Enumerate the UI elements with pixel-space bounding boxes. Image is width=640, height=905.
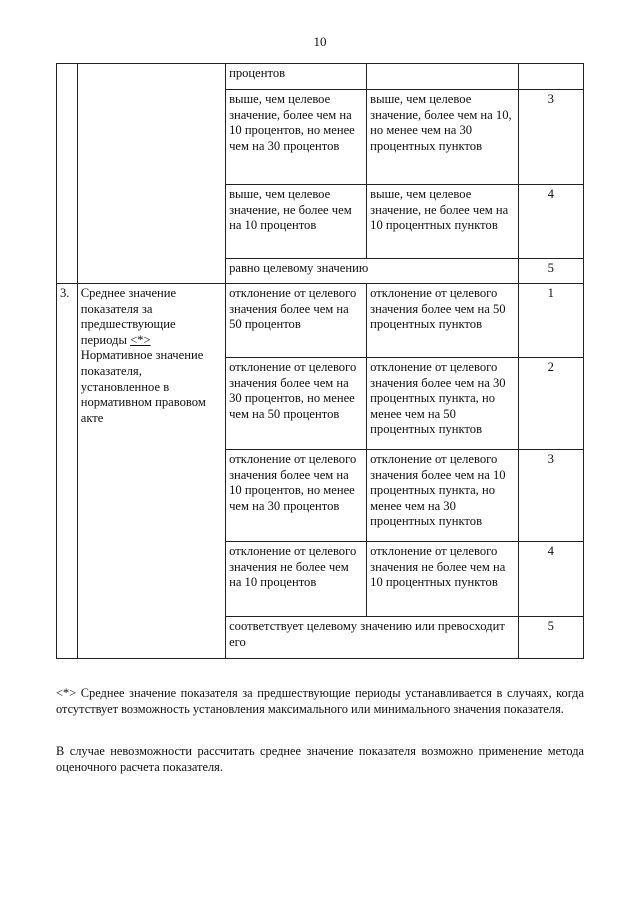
score-cell: 4 xyxy=(518,542,583,617)
criterion-points-cell: выше, чем целевое значение, более чем на 10, но менее чем на 30 процентных пунктов xyxy=(367,90,518,185)
criterion-equal-cell: равно целевому значению xyxy=(226,259,519,284)
footnote-calculation-method: В случае невозможности рассчитать среднее значение показателя возможно применение метода оценочного расчета показателя. xyxy=(56,744,584,774)
criterion-percent-cell: выше, чем целевое значение, не более чем на 10 процентов xyxy=(226,185,367,259)
page-number: 10 xyxy=(313,34,327,49)
indicator-number: 3. xyxy=(57,284,78,659)
indicator-normative-value: Нормативное значение показателя, установленное в нормативном правовом акте xyxy=(80,348,206,425)
indicator-name: Среднее значение показателя за предшествующие периоды xyxy=(80,286,177,347)
criterion-percent-cell: отклонение от целевого значения не более чем на 10 процентов xyxy=(226,542,367,617)
score-cell xyxy=(518,64,583,90)
criterion-points-cell: отклонение от целевого значения не более чем на 10 процентных пунктов xyxy=(367,542,518,617)
score-cell: 5 xyxy=(518,617,583,659)
criterion-points-cell: отклонение от целевого значения более чем на 10 процентных пункта, но менее чем на 30 процентных пунктов xyxy=(367,450,518,542)
indicator-score-table xyxy=(56,63,584,659)
criterion-percent-cell: отклонение от целевого значения более чем на 30 процентов, но менее чем на 50 процентов xyxy=(226,358,367,450)
criterion-percent-cell: отклонение от целевого значения более чем на 50 процентов xyxy=(226,284,367,358)
table-row xyxy=(57,284,584,358)
footnote-ref-link[interactable]: <*> xyxy=(130,332,151,347)
score-cell: 2 xyxy=(518,358,583,450)
indicator-name-cell xyxy=(77,284,225,659)
criterion-percent-cell: процентов xyxy=(226,64,367,90)
criterion-points-cell: выше, чем целевое значение, не более чем на 10 процентных пунктов xyxy=(367,185,518,259)
score-cell: 3 xyxy=(518,90,583,185)
criterion-points-cell: отклонение от целевого значения более чем на 30 процентных пункта, но менее чем на 50 процентных пунктов xyxy=(367,358,518,450)
indicator-name-cell-empty xyxy=(77,64,225,284)
footnote-asterisk: <*> Среднее значение показателя за предшествующие периоды устанавливается в случаях, когда отсутствует возможность установления максимального или минимального значения показателя. xyxy=(56,686,584,716)
criterion-points-cell xyxy=(367,64,518,90)
criterion-final-cell: соответствует целевому значению или превосходит его xyxy=(226,617,519,659)
score-cell: 5 xyxy=(518,259,583,284)
criterion-percent-cell: выше, чем целевое значение, более чем на 10 процентов, но менее чем на 30 процентов xyxy=(226,90,367,185)
score-cell: 4 xyxy=(518,185,583,259)
score-cell: 1 xyxy=(518,284,583,358)
table-row xyxy=(57,64,584,90)
score-cell: 3 xyxy=(518,450,583,542)
indicator-number-cell-empty xyxy=(57,64,78,284)
criterion-points-cell: отклонение от целевого значения более чем на 50 процентных пунктов xyxy=(367,284,518,358)
criterion-percent-cell: отклонение от целевого значения более чем на 10 процентов, но менее чем на 30 процентов xyxy=(226,450,367,542)
